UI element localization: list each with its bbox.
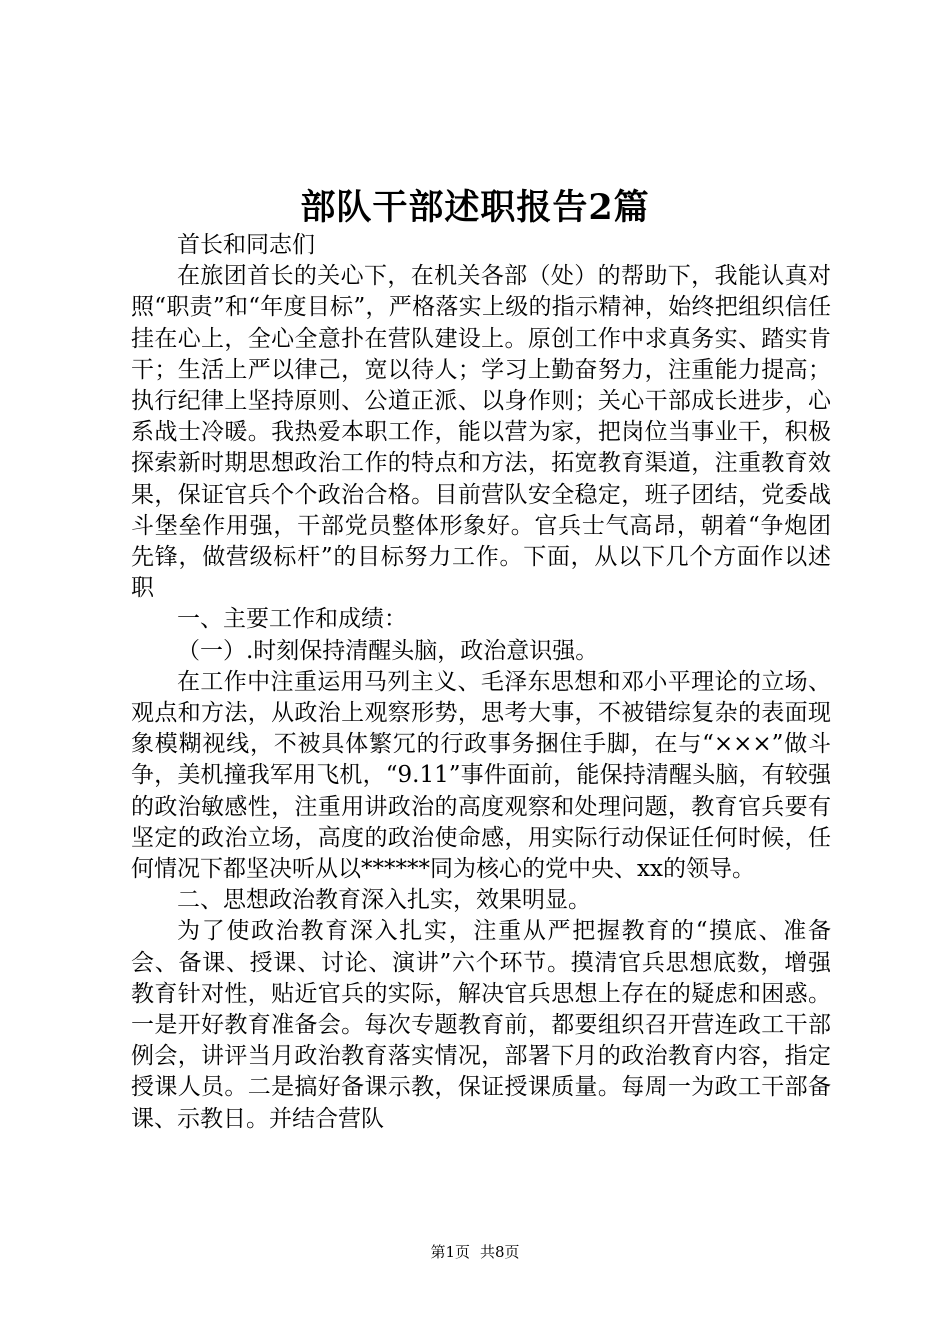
document-title: 部队干部述职报告2篇 (300, 187, 650, 228)
page-total: 共8页 (480, 1243, 520, 1261)
section-heading-main-work: 一、主要工作和成绩： (177, 606, 407, 633)
political-education-paragraph: 为了使政治教育深入扎实，注重从严把握教育的“摸底、准备会、备课、授课、讨论、演讲”六个环节。摸清官兵思想底数，增强教育针对性，贴近官兵的实际，解决官兵思想上存在的疑虑和困惑。一是开好教育准备会。每次专题教育前，都要组织召开营连政工干部例会，讲评当月政治教育落实情况，部署下月的政治教育内容，指定授课人员。二是搞好备课示教，保证授课质量。每周一为政工干部备课、示教日。并结合营队 (131, 918, 831, 1132)
page-number: 第1页 (430, 1243, 470, 1261)
page-footer (0, 1242, 950, 1262)
subsection-heading-political-awareness: （一）.时刻保持清醒头脑，政治意识强。 (177, 637, 599, 664)
section-heading-political-education: 二、思想政治教育深入扎实，效果明显。 (177, 887, 591, 914)
salutation-paragraph: 首长和同志们 (177, 232, 315, 258)
intro-paragraph: 在旅团首长的关心下，在机关各部（处）的帮助下，我能认真对照“职责”和“年度目标”，严格落实上级的指示精神，始终把组织信任挂在心上，全心全意扑在营队建设上。原创工作中求真务实、踏实肯干；生活上严以律己，宽以待人；学习上勤奋努力，注重能力提高；执行纪律上坚持原则、公道正派、以身作则；关心干部成长进步，心系战士冷暖。我热爱本职工作，能以营为家，把岗位当事业干，积极探索新时期思想政治工作的特点和方法，拓宽教育渠道，注重教育效果，保证官兵个个政治合格。目前营队安全稳定，班子团结，党委战斗堡垒作用强，干部党员整体形象好。官兵士气高昂，朝着“争炮团先锋，做营级标杆”的目标努力工作。下面，从以下几个方面作以述职 (131, 263, 831, 602)
document-body (131, 230, 831, 1135)
political-awareness-paragraph: 在工作中注重运用马列主义、毛泽东思想和邓小平理论的立场、观点和方法，从政治上观察形势，思考大事，不被错综复杂的表面现象模糊视线，不被具体繁冗的行政事务捆住手脚，在与“×××”做斗争，美机撞我军用飞机，“9.11”事件面前，能保持清醒头脑，有较强的政治敏感性，注重用讲政治的高度观察和处理问题，教育官兵要有坚定的政治立场，高度的政治使命感，用实际行动保证任何时候，任何情况下都坚决听从以******同为核心的党中央、xx的领导。 (131, 668, 831, 883)
